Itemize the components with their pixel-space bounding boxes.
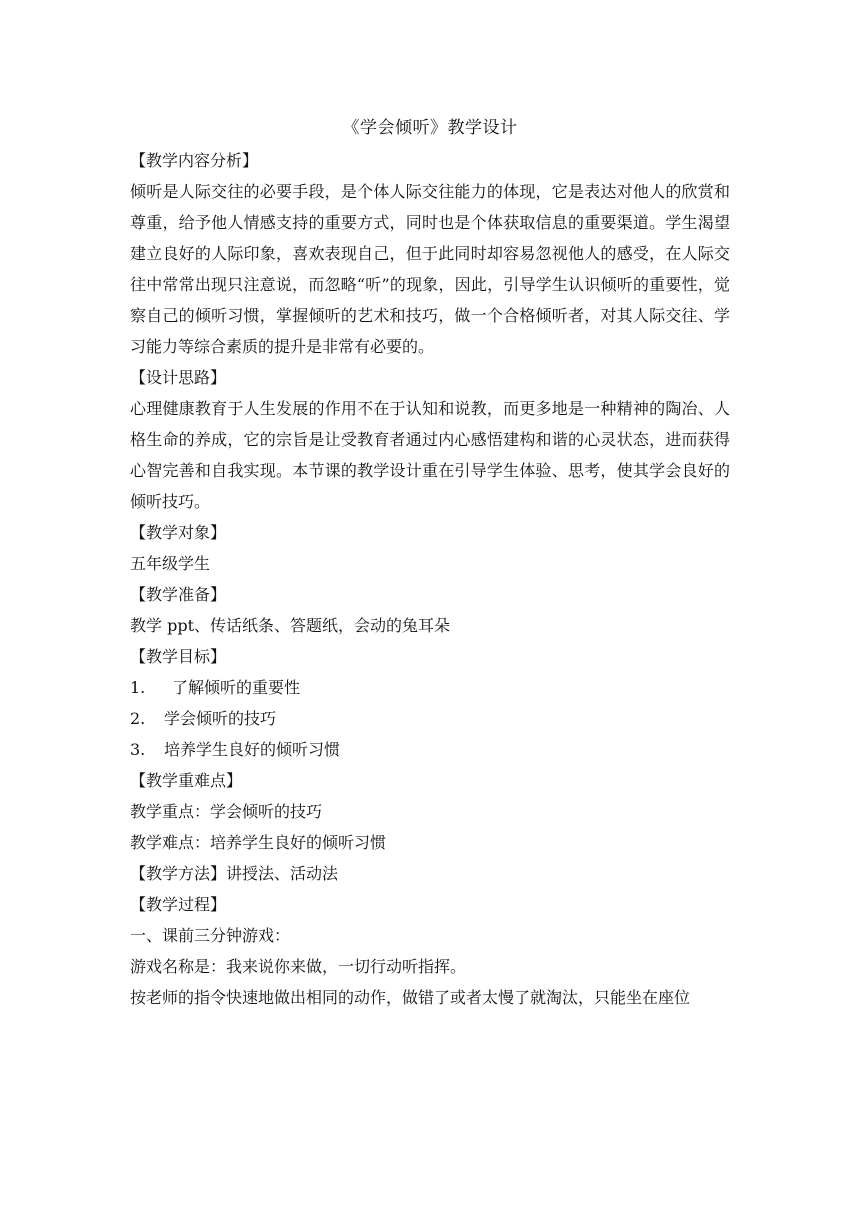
- goal-number: 3.: [130, 740, 146, 759]
- section-heading-design-idea: 【设计思路】: [130, 368, 227, 387]
- section-heading-key-points: 【教学重难点】: [130, 771, 243, 790]
- section-heading-preparation: 【教学准备】: [130, 585, 227, 604]
- goal-text: 学会倾听的技巧: [164, 709, 277, 728]
- section-heading-methods: 【教学方法】: [130, 864, 227, 883]
- content-analysis-paragraph: 倾听是人际交往的必要手段，是个体人际交往能力的体现，它是表达对他人的欣赏和尊重，给予他人情感支持的重要方式，同时也是个体获取信息的重要渠道。学生渴望建立良好的人际印象，喜欢表现自己，但于此同时却容易忽视他人的感受，在人际交往中常常出现只注意说，而忽略“听”的现象，因此，引导学生认识倾听的重要性，觉察自己的倾听习惯，掌握倾听的艺术和技巧，做一个合格倾听者，对其人际交往、学习能力等综合素质的提升是非常有必要的。: [130, 182, 730, 356]
- section-heading-target: 【教学对象】: [130, 523, 227, 542]
- preparation-text: 教学 ppt、传话纸条、答题纸，会动的兔耳朵: [130, 616, 451, 635]
- section-heading-process: 【教学过程】: [130, 895, 227, 914]
- section-heading-goals: 【教学目标】: [130, 647, 227, 666]
- goal-text: 培养学生良好的倾听习惯: [164, 740, 341, 759]
- goal-item: [130, 672, 730, 703]
- game-name-text: 游戏名称是：我来说你来做，一切行动听指挥。: [130, 957, 467, 976]
- goal-number: 1.: [130, 678, 146, 697]
- methods-text: 讲授法、活动法: [226, 864, 339, 883]
- design-idea-paragraph: 心理健康教育于人生发展的作用不在于认知和说教，而更多地是一种精神的陶冶、人格生命的养成，它的宗旨是让受教育者通过内心感悟建构和谐的心灵状态，进而获得心智完善和自我实现。本节课的教学设计重在引导学生体验、思考，使其学会良好的倾听技巧。: [130, 399, 730, 511]
- methods-line: [130, 858, 730, 889]
- game-rule-text: 按老师的指令快速地做出相同的动作，做错了或者太慢了就淘汰，只能坐在座位: [130, 988, 691, 1007]
- document-page: [130, 114, 730, 1013]
- target-text: 五年级学生: [130, 554, 211, 573]
- section-heading-content-analysis: 【教学内容分析】: [130, 151, 259, 170]
- goal-number: 2.: [130, 709, 146, 728]
- process-step-1: 一、课前三分钟游戏：: [130, 926, 291, 945]
- document-title: 《学会倾听》教学设计: [342, 118, 518, 138]
- difficulty-text: 教学难点：培养学生良好的倾听习惯: [130, 833, 387, 852]
- goal-text: 了解倾听的重要性: [172, 678, 301, 697]
- goal-item: [130, 703, 730, 734]
- key-point-text: 教学重点：学会倾听的技巧: [130, 802, 323, 821]
- goal-item: [130, 734, 730, 765]
